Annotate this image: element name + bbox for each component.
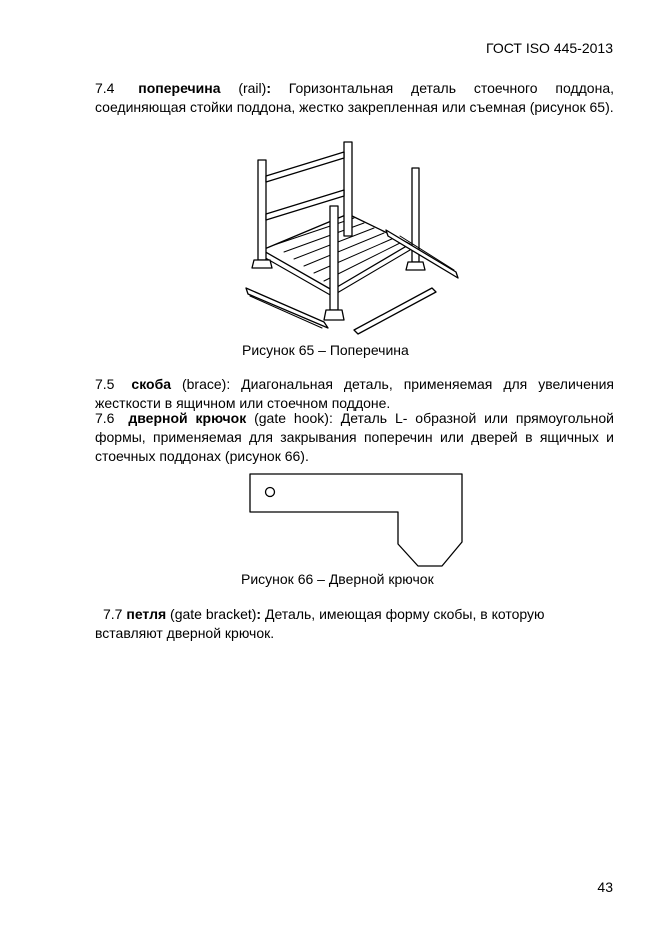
section-english-term: (brace): [181,376,231,392]
section-term: петля [126,606,167,622]
section-7-5 [95,375,614,413]
section-definition: Деталь, имеющая форму скобы, в которую вставляют дверной крючок. [95,606,545,641]
section-definition: Деталь L- образной или прямоугольной формы, применяемая для закрывания поперечин или дверей в ящичных и стоечных поддонах (рисунок 66). [95,410,614,464]
figure-66-gate-hook [246,472,464,570]
post-back-right [344,142,352,236]
section-definition: Горизонтальная деталь стоечного поддона, соединяющая стойки поддона, жестко закрепленная или съемная (рисунок 65). [95,80,614,115]
document-header: ГОСТ ISO 445-2013 [486,40,613,56]
section-term: скоба [131,376,172,392]
section-number: 7.5 [95,376,115,392]
section-separator: : [266,80,271,96]
figure-65-rail-pallet [240,138,464,338]
section-7-7 [95,605,614,643]
loose-rail-front-right [354,288,436,334]
section-number: 7.7 [103,606,123,622]
figure-65-caption: Рисунок 65 – Поперечина [242,342,409,358]
page-number: 43 [597,879,613,895]
section-term: поперечина [138,80,221,96]
section-english-term: (rail) [238,80,267,96]
loose-rail-left [246,288,328,328]
figure-66-caption: Рисунок 66 – Дверной крючок [241,571,434,587]
section-7-4 [95,79,614,117]
hook-outline [250,474,462,566]
section-7-6 [95,409,614,466]
hook-hole [266,488,275,497]
section-number: 7.4 [95,80,115,96]
section-english-term: (gate hook): [254,410,333,426]
section-number: 7.6 [95,410,115,426]
rail-upper [266,152,344,182]
loose-rail-back-right [386,230,458,278]
section-separator: : [256,606,262,622]
section-english-term: (gate bracket) [170,606,257,622]
section-definition: Диагональная деталь, применяемая для увеличения жесткости в ящичном или стоечном поддоне. [95,376,615,411]
section-term: дверной крючок [128,410,247,426]
